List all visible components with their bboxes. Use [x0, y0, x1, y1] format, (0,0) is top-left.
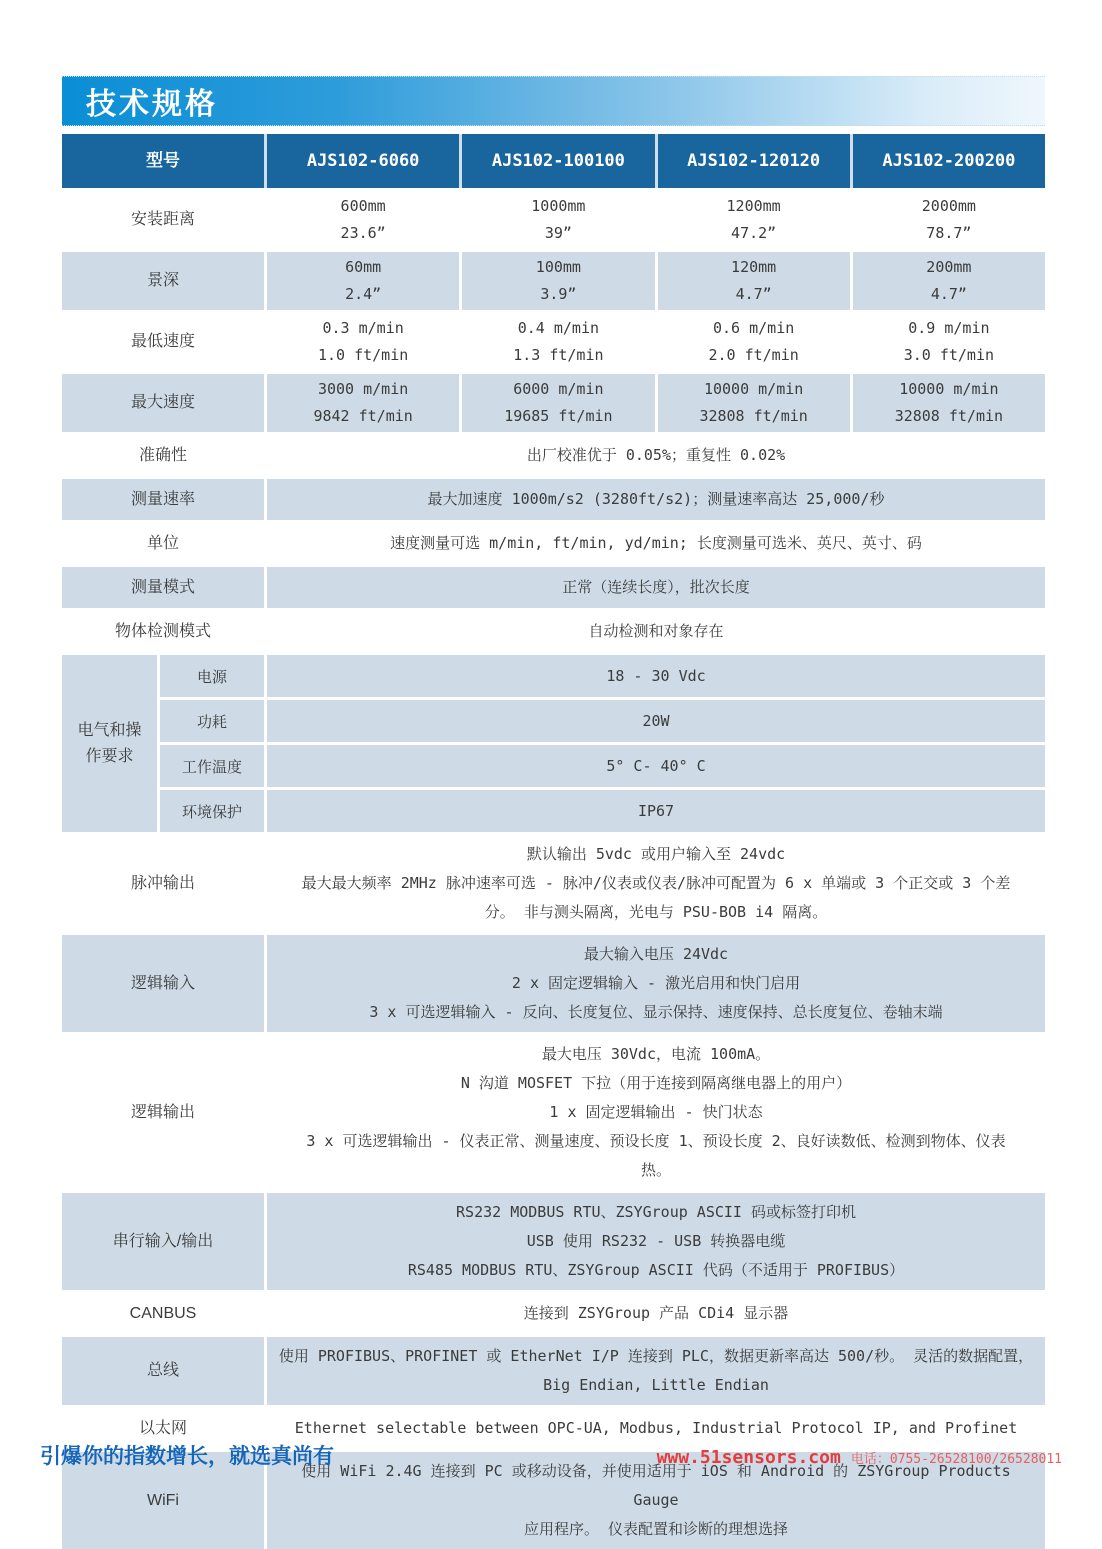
- row-label: 测量速率: [62, 479, 264, 520]
- value-cell: [850, 252, 1045, 310]
- footer-contact: [657, 1447, 1062, 1468]
- value-cell: [850, 374, 1045, 432]
- subrow-label: 环境保护: [160, 790, 264, 832]
- value-line: 2.4”: [345, 285, 382, 303]
- value-cell: [850, 191, 1045, 249]
- value-line: 最大最大频率 2MHz 脉冲速率可选 - 脉冲/仪表或仪表/脉冲可配置为 6 x 单端或 3 个正交或 3 个差: [301, 874, 1011, 892]
- row-label: 最低速度: [62, 313, 264, 371]
- value-line: 0.6 m/min: [712, 319, 795, 337]
- row-label: 串行输入/输出: [62, 1193, 264, 1290]
- row-label: 总线: [62, 1337, 264, 1405]
- value-cell: [850, 313, 1045, 371]
- row-label: CANBUS: [62, 1293, 264, 1334]
- group-subrow: [160, 742, 1045, 787]
- value-line: 39”: [544, 224, 572, 242]
- value-line: 使用 WiFi 2.4G 连接到 PC 或移动设备，并使用适用于 iOS 和 Android 的 ZSYGroup Products Gauge: [301, 1462, 1011, 1509]
- value-line: 0.3 m/min: [322, 319, 404, 337]
- value-line: 应用程序。 仪表配置和诊断的理想选择: [523, 1520, 789, 1538]
- subrow-label: 工作温度: [160, 745, 264, 787]
- table-row: [62, 932, 1045, 1032]
- header-model-label: 型号: [62, 134, 264, 188]
- table-row: [62, 249, 1045, 310]
- table-row: [62, 1032, 1045, 1190]
- value-cell: [264, 835, 1045, 932]
- row-label: 以太网: [62, 1408, 264, 1449]
- table-row: [62, 1290, 1045, 1334]
- value-cell: [655, 191, 850, 249]
- group-subrow: [160, 787, 1045, 832]
- subrow-label: 电源: [160, 655, 264, 697]
- table-row: [62, 608, 1045, 652]
- value-line: USB 使用 RS232 - USB 转换器电缆: [526, 1232, 786, 1250]
- value-line: 最大输入电压 24Vdc: [583, 945, 729, 963]
- value-cell: [264, 191, 459, 249]
- value-line: 9842 ft/min: [313, 407, 413, 425]
- value-line: 10000 m/min: [703, 380, 804, 398]
- table-row: [62, 310, 1045, 371]
- table-header-row: [62, 134, 1045, 188]
- value-cell: [655, 374, 850, 432]
- value-cell: [459, 313, 654, 371]
- value-cell: [264, 252, 459, 310]
- row-label: 脉冲输出: [62, 835, 264, 932]
- value-line: 出厂校准优于 0.05%；重复性 0.02%: [526, 446, 786, 464]
- value-line: 热。: [640, 1161, 671, 1179]
- value-line: 0.4 m/min: [517, 319, 600, 337]
- row-label: 单位: [62, 523, 264, 564]
- table-row: [62, 520, 1045, 564]
- row-label: 安装距离: [62, 191, 264, 249]
- value-line: 10000 m/min: [899, 380, 999, 398]
- value-line: 连接到 ZSYGroup 产品 CDi4 显示器: [523, 1304, 789, 1322]
- value-line: 200mm: [926, 258, 972, 276]
- value-line: 速度测量可选 m/min, ft/min, yd/min; 长度测量可选米、英尺、英寸、码: [390, 534, 922, 552]
- table-row: [62, 832, 1045, 932]
- value-line: 2.0 ft/min: [708, 346, 799, 364]
- value-line: RS232 MODBUS RTU、ZSYGroup ASCII 码或标签打印机: [456, 1203, 856, 1221]
- value-line: 3.9”: [540, 285, 577, 303]
- row-label: WiFi: [62, 1452, 264, 1549]
- subrow-value: IP67: [264, 790, 1045, 832]
- value-line: 6000 m/min: [513, 380, 604, 398]
- value-cell: [459, 191, 654, 249]
- value-cell: [264, 313, 459, 371]
- value-line: 120mm: [731, 258, 777, 276]
- value-line: 600mm: [340, 197, 386, 215]
- value-line: 使用 PROFIBUS、PROFINET 或 EtherNet I/P 连接到 PLC，数据更新率高达 500/秒。 灵活的数据配置，: [278, 1347, 1034, 1365]
- row-label: 测量模式: [62, 567, 264, 608]
- header-model-3: AJS102-200200: [850, 134, 1045, 188]
- row-label: 逻辑输入: [62, 935, 264, 1032]
- value-cell: [264, 611, 1045, 652]
- value-line: 47.2”: [731, 224, 777, 242]
- value-cell: [264, 1035, 1045, 1190]
- value-line: 分。 非与测头隔离，光电与 PSU-BOB i4 隔离。: [484, 903, 828, 921]
- value-line: 1000mm: [531, 197, 586, 215]
- value-line: 32808 ft/min: [699, 407, 808, 425]
- value-line: 2 x 固定逻辑输入 - 激光启用和快门启用: [511, 974, 801, 992]
- value-line: 3 x 可选逻辑输出 - 仪表正常、测量速度、预设长度 1、预设长度 2、良好读数低、检测到物体、仪表: [306, 1132, 1006, 1150]
- value-line: 32808 ft/min: [894, 407, 1004, 425]
- page-title: 技术规格: [86, 88, 218, 121]
- subrow-value: 18 - 30 Vdc: [264, 655, 1045, 697]
- value-cell: [264, 1293, 1045, 1334]
- header-model-2: AJS102-120120: [655, 134, 850, 188]
- value-line: 最大电压 30Vdc，电流 100mA。: [541, 1045, 771, 1063]
- value-line: 正常（连续长度），批次长度: [562, 578, 750, 596]
- group-subrow: [160, 697, 1045, 742]
- table-row: [62, 371, 1045, 432]
- section-title-bar: [62, 76, 1045, 126]
- row-label: 逻辑输出: [62, 1035, 264, 1190]
- value-line: 3.0 ft/min: [903, 346, 995, 364]
- value-line: 0.9 m/min: [908, 319, 990, 337]
- value-cell: [655, 252, 850, 310]
- value-line: 60mm: [345, 258, 382, 276]
- value-cell: [264, 1337, 1045, 1405]
- table-row: [62, 476, 1045, 520]
- value-line: 1.0 ft/min: [317, 346, 409, 364]
- value-cell: [264, 374, 459, 432]
- value-line: 3000 m/min: [317, 380, 409, 398]
- value-line: 1.3 ft/min: [513, 346, 604, 364]
- row-label: 最大速度: [62, 374, 264, 432]
- table-row: [62, 1334, 1045, 1405]
- value-line: N 沟道 MOSFET 下拉（用于连接到隔离继电器上的用户）: [460, 1074, 852, 1092]
- page-footer: [0, 1440, 1102, 1470]
- table-row: [62, 1190, 1045, 1290]
- value-line: 1 x 固定逻辑输出 - 快门状态: [549, 1103, 763, 1121]
- value-cell: [264, 435, 1045, 476]
- value-line: RS485 MODBUS RTU、ZSYGroup ASCII 代码（不适用于 PROFIBUS）: [407, 1261, 905, 1279]
- table-row: [62, 188, 1045, 249]
- row-label: 物体检测模式: [62, 611, 264, 652]
- value-line: 19685 ft/min: [504, 407, 613, 425]
- value-line: 默认输出 5vdc 或用户输入至 24vdc: [526, 845, 786, 863]
- value-cell: [459, 252, 654, 310]
- table-group-row: [62, 652, 1045, 832]
- group-body: [157, 655, 1045, 832]
- value-cell: [264, 523, 1045, 564]
- subrow-value: 5° C- 40° C: [264, 745, 1045, 787]
- footer-slogan: 引爆你的指数增长，就选真尚有: [40, 1445, 334, 1468]
- group-label: 电气和操作要求: [62, 655, 157, 832]
- value-line: 78.7”: [926, 224, 972, 242]
- subrow-value: 20W: [264, 700, 1045, 742]
- table-row: [62, 564, 1045, 608]
- value-line: 2000mm: [921, 197, 976, 215]
- value-line: 自动检测和对象存在: [588, 622, 724, 640]
- value-cell: [264, 935, 1045, 1032]
- subrow-label: 功耗: [160, 700, 264, 742]
- value-cell: [264, 1193, 1045, 1290]
- value-line: 100mm: [535, 258, 581, 276]
- header-model-1: AJS102-100100: [459, 134, 654, 188]
- row-label: 景深: [62, 252, 264, 310]
- spec-table: [62, 134, 1045, 1549]
- value-cell: [459, 374, 654, 432]
- value-line: 最大加速度 1000m/s2 (3280ft/s2)；测量速率高达 25,000/秒: [427, 490, 885, 508]
- header-model-0: AJS102-6060: [264, 134, 459, 188]
- value-line: 3 x 可选逻辑输入 - 反向、长度复位、显示保持、速度保持、总长度复位、卷轴末端: [369, 1003, 943, 1021]
- value-line: Ethernet selectable between OPC-UA, Modbus, Industrial Protocol IP, and Profinet: [294, 1419, 1018, 1437]
- footer-phone: 电话：0755-26528100/26528011: [850, 1452, 1062, 1467]
- value-line: 23.6”: [340, 224, 386, 242]
- value-line: 4.7”: [930, 285, 967, 303]
- value-line: 1200mm: [726, 197, 781, 215]
- value-cell: [655, 313, 850, 371]
- group-subrow: [160, 655, 1045, 697]
- value-line: Big Endian, Little Endian: [543, 1376, 769, 1394]
- table-row: [62, 432, 1045, 476]
- value-cell: [264, 567, 1045, 608]
- value-line: 4.7”: [735, 285, 772, 303]
- value-cell: [264, 479, 1045, 520]
- footer-website: www.51sensors.com: [656, 1447, 841, 1468]
- row-label: 准确性: [62, 435, 264, 476]
